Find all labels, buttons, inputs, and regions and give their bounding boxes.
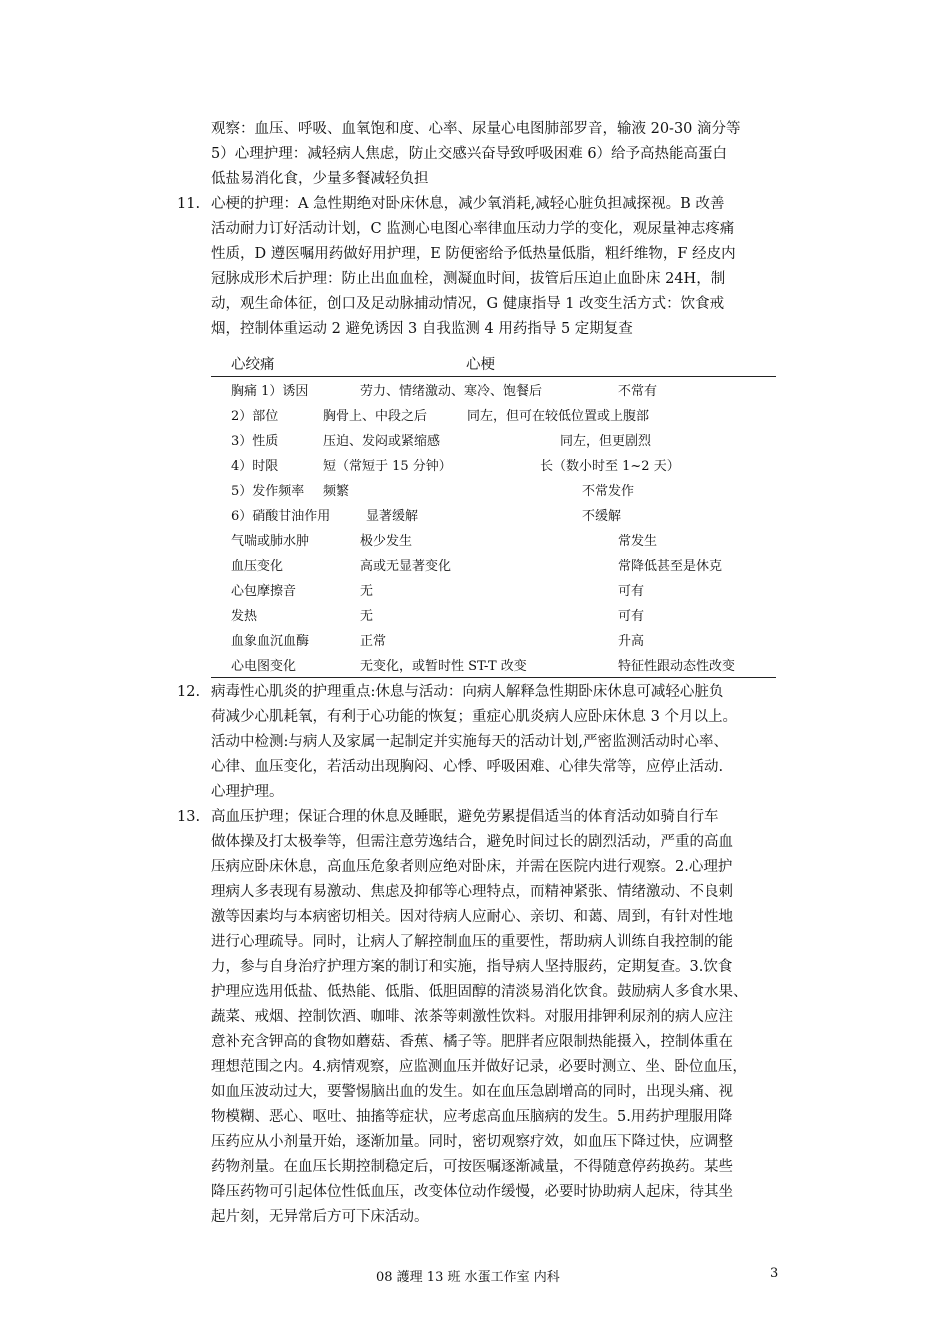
angina-cell: 胸骨上、中段之后: [323, 409, 428, 424]
mi-cell: 长（数小时至 1~2 天）: [540, 459, 680, 474]
text-line: 烟，控制体重运动 2 避免诱因 3 自我监测 4 用药指导 5 定期复查: [211, 321, 633, 337]
table-row: [0, 454, 950, 479]
text-line: 心理护理。: [211, 784, 284, 800]
table-row: [0, 579, 950, 604]
text-line: 降压药物可引起体位性低血压，改变体位动作缓慢，必要时协助病人起床，待其坐: [211, 1184, 733, 1200]
mi-cell: 可有: [618, 609, 645, 624]
table-row: [0, 604, 950, 629]
text-line: 做体操及打太极拳等，但需注意劳逸结合，避免时间过长的剧烈活动，严重的高血: [211, 834, 733, 850]
text-line: 起片刻，无异常后方可下床活动。: [211, 1209, 429, 1225]
angina-cell: 显著缓解: [366, 509, 419, 524]
text-line: 如血压波动过大，要警惕脑出血的发生。如在血压急剧增高的同时，出现头痛、视: [211, 1084, 733, 1100]
text-line: 活动中检测:与病人及家属一起制定并实施每天的活动计划,严密监测活动时心率、: [211, 734, 728, 750]
angina-cell: 无变化，或暂时性 ST-T 改变: [360, 659, 527, 674]
row-label: 6）硝酸甘油作用: [231, 509, 331, 524]
text-line: 活动耐力订好活动计划，C 监测心电图心率律血压动力学的变化，观尿量神志疼痛: [211, 221, 735, 237]
row-label: 血象血沉血酶: [231, 634, 310, 649]
mi-cell: 可有: [618, 584, 645, 599]
angina-cell: 频繁: [323, 484, 350, 499]
text-line: 心律、血压变化，若活动出现胸闷、心悸、呼吸困难、心律失常等，应停止活动.: [211, 759, 724, 775]
mi-cell: 不常发作: [582, 484, 635, 499]
row-label: 胸痛 1）诱因: [231, 384, 309, 399]
text-line: 低盐易消化食，少量多餐减轻负担: [211, 171, 429, 187]
mi-cell: 常降低甚至是休克: [618, 559, 723, 574]
text-line: 荷减少心肌耗氧，有利于心功能的恢复；重症心肌炎病人应卧床休息 3 个月以上。: [211, 709, 737, 725]
row-label: 发热: [231, 609, 258, 624]
text-line: 病毒性心肌炎的护理重点:休息与活动：向病人解释急性期卧床休息可减轻心脏负: [211, 684, 724, 700]
row-label: 3）性质: [231, 434, 279, 449]
text-line: 意补充含钾高的食物如蘑菇、香蕉、橘子等。肥胖者应限制热能摄入，控制体重在: [211, 1034, 733, 1050]
row-label: 5）发作频率: [231, 484, 305, 499]
table-bottom-rule: [211, 677, 776, 678]
table-top-rule: [211, 376, 776, 377]
page-footer: 08 護理 13 班 水蛋工作室 内科: [376, 1270, 560, 1285]
item-number: 12.: [177, 684, 201, 700]
table-row: [0, 554, 950, 579]
row-label: 血压变化: [231, 559, 284, 574]
text-line: 动，观生命体征，创口及足动脉捕动情况，G 健康指导 1 改变生活方式：饮食戒: [211, 296, 725, 312]
text-line: 高血压护理；保证合理的休息及睡眠，避免劳累提倡适当的体育活动如骑自行车: [211, 809, 719, 825]
angina-cell: 极少发生: [360, 534, 413, 549]
table-row: [0, 404, 950, 429]
table-row: [0, 529, 950, 554]
page-number: 3: [770, 1266, 779, 1281]
text-line: 心梗的护理：A 急性期绝对卧床休息，减少氧消耗,减轻心脏负担减探视。B 改善: [211, 196, 725, 212]
row-label: 气喘或肺水肿: [231, 534, 310, 549]
text-line: 冠脉成形术后护理：防止出血血栓，测凝血时间，拔管后压迫止血卧床 24H，制: [211, 271, 726, 287]
text-line: 蔬菜、戒烟、控制饮酒、咖啡、浓茶等刺激性饮料。对服用排钾利尿剂的病人应注: [211, 1009, 733, 1025]
angina-cell: 短（常短于 15 分钟）: [323, 459, 452, 474]
item-number: 11.: [177, 196, 201, 212]
angina-cell: 压迫、发闷或紧缩感: [323, 434, 441, 449]
table-row: [0, 504, 950, 529]
table-row: [0, 429, 950, 454]
mi-cell: 同左，但更剧烈: [560, 434, 652, 449]
text-line: 力，参与自身治疗护理方案的制订和实施，指导病人坚持服药，定期复查。3.饮食: [211, 959, 733, 975]
table-row: [0, 629, 950, 654]
row-label: 4）时限: [231, 459, 279, 474]
text-line: 5）心理护理：减轻病人焦虑，防止交感兴奋导致呼吸困难 6）给予高热能高蛋白: [211, 146, 728, 162]
text-line: 进行心理疏导。同时，让病人了解控制血压的重要性，帮助病人训练自我控制的能: [211, 934, 733, 950]
angina-cell: 无: [360, 609, 374, 624]
angina-cell: 高或无显著变化: [360, 559, 452, 574]
table-row: [0, 479, 950, 504]
text-line: 物模糊、恶心、呕吐、抽搐等症状，应考虑高血压脑病的发生。5.用药护理服用降: [211, 1109, 733, 1125]
angina-cell: 劳力、情绪激动、寒冷、饱餐后: [360, 384, 543, 399]
row-label: 心包摩擦音: [231, 584, 297, 599]
text-line: 压病应卧床休息，高血压危象者则应绝对卧床，并需在医院内进行观察。2.心理护: [211, 859, 733, 875]
row-label: 心电图变化: [231, 659, 297, 674]
text-line: 药物剂量。在血压长期控制稳定后，可按医嘱逐渐减量，不得随意停药换药。某些: [211, 1159, 733, 1175]
mi-cell: 常发生: [618, 534, 658, 549]
row-label: 2）部位: [231, 409, 279, 424]
text-line: 性质，D 遵医嘱用药做好用护理，E 防便密给予低热量低脂，粗纤维物，F 经皮内: [211, 246, 736, 262]
angina-cell: 正常: [360, 634, 387, 649]
mi-cell: 特征性跟动态性改变: [618, 659, 736, 674]
text-line: 压药应从小剂量开始，逐渐加量。同时，密切观察疗效，如血压下降过快，应调整: [211, 1134, 733, 1150]
table-row: [0, 379, 950, 404]
mi-cell: 不缓解: [582, 509, 622, 524]
mi-cell: 同左，但可在较低位置或上腹部: [467, 409, 650, 424]
text-line: 观察：血压、呼吸、血氧饱和度、心率、尿量心电图肺部罗音，输液 20-30 滴分等: [211, 121, 741, 137]
item-number: 13.: [177, 809, 201, 825]
mi-cell: 不常有: [618, 384, 658, 399]
text-line: 护理应选用低盐、低热能、低脂、低胆固醇的清淡易消化饮食。鼓励病人多食水果、: [211, 984, 748, 1000]
table-row: [0, 654, 950, 679]
mi-cell: 升高: [618, 634, 645, 649]
angina-cell: 无: [360, 584, 374, 599]
text-line: 理病人多表现有易激动、焦虑及抑郁等心理特点，而精神紧张、情绪激动、不良刺: [211, 884, 733, 900]
text-line: 激等因素均与本病密切相关。因对待病人应耐心、亲切、和蔼、周到，有针对性地: [211, 909, 733, 925]
table-header-mi: 心梗: [466, 357, 495, 373]
table-header-angina: 心绞痛: [231, 357, 275, 373]
text-line: 理想范围之内。4.病情观察，应监测血压并做好记录，必要时测立、坐、卧位血压，: [211, 1059, 747, 1075]
